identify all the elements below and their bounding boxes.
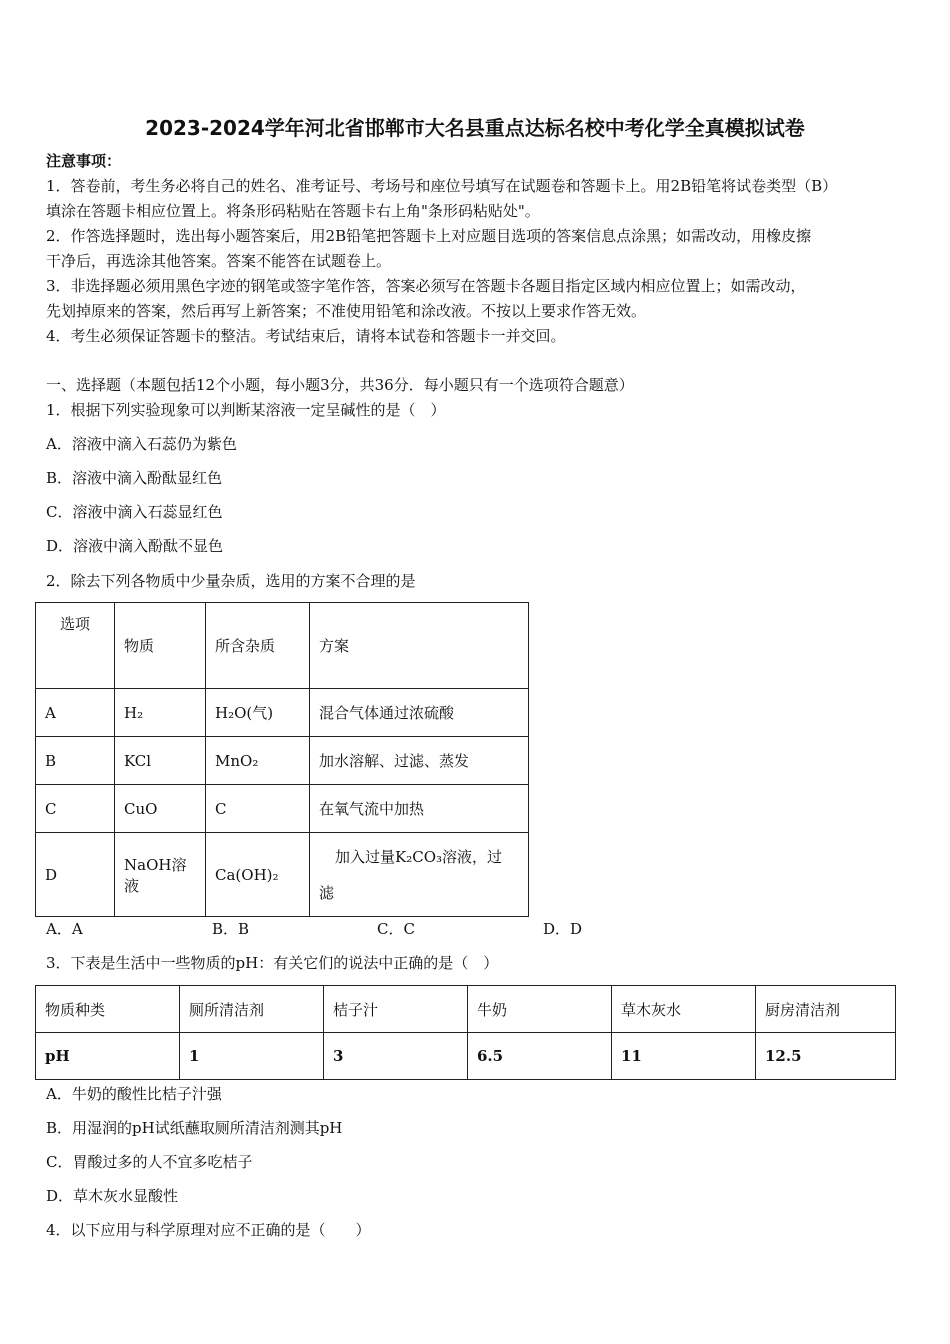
table-cell: 混合气体通过浓硫酸 <box>310 689 529 737</box>
table-cell: 12.5 <box>756 1033 896 1080</box>
table-cell-line: 加入过量K₂CO₃溶液，过 <box>335 847 503 866</box>
q3-table <box>35 985 896 1080</box>
table-header-row <box>36 603 529 689</box>
table-header-cell: 桔子汁 <box>324 986 468 1033</box>
table-cell: CuO <box>115 785 206 833</box>
q1-stem: 1．根据下列实验现象可以判断某溶液一定呈碱性的是（ ） <box>46 401 446 419</box>
table-cell: Ca(OH)₂ <box>206 833 310 917</box>
q3-stem: 3．下表是生活中一些物质的pH：有关它们的说法中正确的是（ ） <box>46 954 499 972</box>
q2-stem: 2．除去下列各物质中少量杂质，选用的方案不合理的是 <box>46 572 416 590</box>
table-row <box>36 689 529 737</box>
q1-option-d: D．溶液中滴入酚酞不显色 <box>46 537 224 555</box>
table-header-cell: 物质种类 <box>36 986 180 1033</box>
q2-answer-d: D．D <box>543 920 583 938</box>
notice-heading: 注意事项： <box>46 152 122 170</box>
table-row <box>36 1033 896 1080</box>
table-header-cell: 物质 <box>115 603 206 689</box>
notice-line: 2．作答选择题时，选出每小题答案后，用2B铅笔把答题卡上对应题目选项的答案信息点涂黑；如需改动，用橡皮擦 <box>46 227 812 245</box>
table-header-cell: 厕所清洁剂 <box>180 986 324 1033</box>
table-row <box>36 785 529 833</box>
q1-option-c: C．溶液中滴入石蕊显红色 <box>46 503 223 521</box>
q1-option-a: A．溶液中滴入石蕊仍为紫色 <box>46 435 237 453</box>
notice-line: 先划掉原来的答案，然后再写上新答案；不准使用铅笔和涂改液。不按以上要求作答无效。 <box>46 302 647 320</box>
table-cell: pH <box>36 1033 180 1080</box>
table-cell: 6.5 <box>468 1033 612 1080</box>
table-header-row <box>36 986 896 1033</box>
q4-stem: 4．以下应用与科学原理对应不正确的是（ ） <box>46 1221 371 1239</box>
page-title: 2023-2024学年河北省邯郸市大名县重点达标名校中考化学全真模拟试卷 <box>145 116 805 140</box>
table-header-cell: 厨房清洁剂 <box>756 986 896 1033</box>
table-cell: A <box>36 689 115 737</box>
table-header-cell: 选项 <box>36 603 115 689</box>
table-cell: 在氧气流中加热 <box>310 785 529 833</box>
table-header-cell: 所含杂质 <box>206 603 310 689</box>
q2-answer-a: A．A <box>46 920 83 938</box>
q2-answer-c: C．C <box>377 920 415 938</box>
table-cell: NaOH溶液 <box>115 833 206 917</box>
q3-option-a: A．牛奶的酸性比桔子汁强 <box>46 1085 222 1103</box>
table-header-cell: 草木灰水 <box>612 986 756 1033</box>
table-header-cell: 牛奶 <box>468 986 612 1033</box>
notice-line: 4．考生必须保证答题卡的整洁。考试结束后，请将本试卷和答题卡一并交回。 <box>46 327 566 345</box>
table-cell-line: 滤 <box>319 883 335 902</box>
table-cell: 11 <box>612 1033 756 1080</box>
q3-option-b: B．用湿润的pH试纸蘸取厕所清洁剂测其pH <box>46 1119 343 1137</box>
table-cell: 1 <box>180 1033 324 1080</box>
notice-line: 填涂在答题卡相应位置上。将条形码粘贴在答题卡右上角"条形码粘贴处"。 <box>46 202 540 220</box>
table-row <box>36 833 529 917</box>
q1-option-b: B．溶液中滴入酚酞显红色 <box>46 469 223 487</box>
section-heading: 一、选择题（本题包括12个小题，每小题3分，共36分．每小题只有一个选项符合题意） <box>46 376 634 394</box>
table-cell: H₂O(气) <box>206 689 310 737</box>
table-cell: C <box>36 785 115 833</box>
table-cell: MnO₂ <box>206 737 310 785</box>
table-row <box>36 737 529 785</box>
q2-table <box>35 602 529 917</box>
table-cell: C <box>206 785 310 833</box>
table-cell: D <box>36 833 115 917</box>
table-cell: 3 <box>324 1033 468 1080</box>
notice-line: 3．非选择题必须用黑色字迹的钢笔或签字笔作答，答案必须写在答题卡各题目指定区域内相应位置上；如需改动， <box>46 277 806 295</box>
q3-option-d: D．草木灰水显酸性 <box>46 1187 179 1205</box>
table-cell: H₂ <box>115 689 206 737</box>
table-cell: 加水溶解、过滤、蒸发 <box>310 737 529 785</box>
notice-line: 1．答卷前，考生务必将自己的姓名、准考证号、考场号和座位号填写在试题卷和答题卡上。用2B铅笔将试卷类型（B） <box>46 177 838 195</box>
table-header-cell: 方案 <box>310 603 529 689</box>
table-cell <box>310 833 529 917</box>
q3-option-c: C．胃酸过多的人不宜多吃桔子 <box>46 1153 253 1171</box>
q2-answer-b: B．B <box>212 920 250 938</box>
table-cell: KCl <box>115 737 206 785</box>
notice-line: 干净后，再选涂其他答案。答案不能答在试题卷上。 <box>46 252 392 270</box>
table-cell: B <box>36 737 115 785</box>
